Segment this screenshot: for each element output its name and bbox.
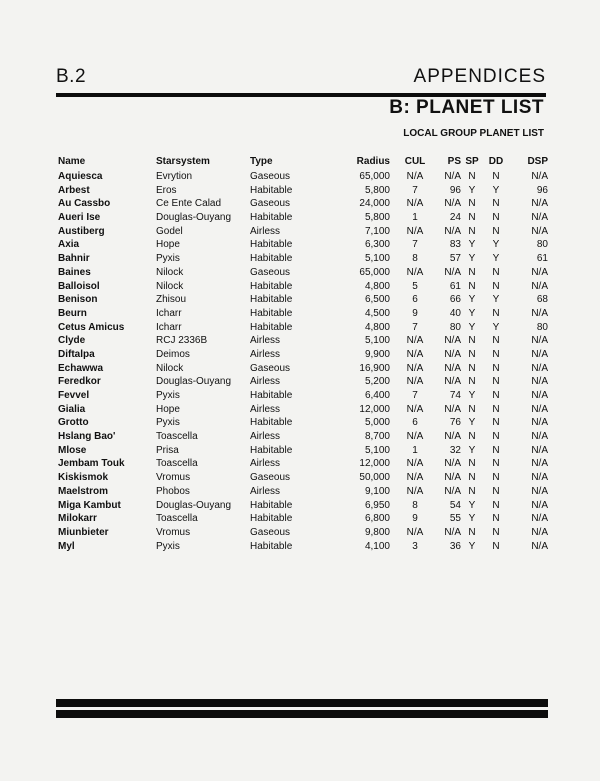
cell-radius: 16,900 xyxy=(359,362,390,374)
cell-type: Habitable xyxy=(250,307,293,319)
cell-starsystem: Vromus xyxy=(156,526,191,538)
cell-ps: 83 xyxy=(449,239,461,251)
cell-ps: N/A xyxy=(444,171,461,182)
table-row xyxy=(58,184,548,198)
cell-cul: 7 xyxy=(412,184,418,196)
table-row xyxy=(58,334,548,348)
cell-ps: 32 xyxy=(449,444,461,456)
cell-dsp: N/A xyxy=(531,212,548,224)
cell-sp: Y xyxy=(468,417,476,429)
cell-dsp: 80 xyxy=(536,321,548,333)
cell-radius: 9,900 xyxy=(364,348,390,360)
cell-type: Gaseous xyxy=(250,472,291,484)
cell-starsystem: Deimos xyxy=(156,348,190,360)
cell-ps: 74 xyxy=(449,390,461,401)
cell-ps: 96 xyxy=(449,184,461,196)
cell-dd: N xyxy=(492,171,500,182)
cell-cul: 8 xyxy=(412,499,418,511)
cell-name: Beurn xyxy=(58,307,87,319)
cell-cul: 7 xyxy=(412,390,418,401)
cell-type: Gaseous xyxy=(250,266,291,278)
cell-ps: N/A xyxy=(444,198,461,210)
cell-radius: 6,500 xyxy=(364,294,390,306)
table-body xyxy=(58,170,548,553)
cell-sp: Y xyxy=(468,253,476,265)
cell-type: Airless xyxy=(250,403,281,415)
table-row xyxy=(58,348,548,362)
footer-rule-upper xyxy=(56,699,548,707)
cell-dsp: 96 xyxy=(536,184,548,196)
cell-dd: N xyxy=(492,485,500,497)
cell-dsp: N/A xyxy=(531,362,548,374)
cell-ps: N/A xyxy=(444,431,461,443)
table-row xyxy=(58,238,548,252)
page-header xyxy=(56,66,546,96)
cell-cul: N/A xyxy=(406,526,424,538)
cell-sp: N xyxy=(468,472,476,484)
cell-ps: N/A xyxy=(444,526,461,538)
cell-dsp: N/A xyxy=(531,348,548,360)
cell-name: Balloisol xyxy=(58,280,100,292)
cell-cul: N/A xyxy=(406,348,424,360)
cell-dd: N xyxy=(492,348,500,360)
cell-starsystem: Vromus xyxy=(156,472,191,484)
cell-dd: N xyxy=(492,417,500,429)
column-header-radius: Radius xyxy=(356,156,390,167)
table-row xyxy=(58,416,548,430)
cell-ps: 54 xyxy=(449,499,461,511)
cell-starsystem: Pyxis xyxy=(156,417,180,429)
column-header-dsp: DSP xyxy=(527,156,548,167)
cell-radius: 4,100 xyxy=(364,540,390,552)
cell-name: Maelstrom xyxy=(58,485,109,497)
cell-dd: N xyxy=(492,513,500,525)
cell-dsp: N/A xyxy=(531,225,548,237)
cell-type: Habitable xyxy=(250,253,293,265)
cell-sp: Y xyxy=(468,444,476,456)
cell-dsp: N/A xyxy=(531,513,548,525)
cell-radius: 65,000 xyxy=(359,171,390,182)
cell-sp: N xyxy=(468,212,476,224)
table-row xyxy=(58,526,548,540)
cell-sp: Y xyxy=(468,239,476,251)
cell-radius: 5,100 xyxy=(364,253,390,265)
table-row xyxy=(58,252,548,266)
cell-dd: N xyxy=(492,225,500,237)
cell-cul: N/A xyxy=(406,431,424,443)
table-row xyxy=(58,457,548,471)
cell-dd: N xyxy=(492,458,500,470)
cell-radius: 65,000 xyxy=(359,266,390,278)
cell-dsp: 61 xyxy=(536,253,548,265)
column-header-sp: SP xyxy=(465,156,479,167)
cell-type: Gaseous xyxy=(250,198,291,210)
cell-cul: N/A xyxy=(406,403,424,415)
cell-dd: N xyxy=(492,472,500,484)
column-header-cul: CUL xyxy=(404,156,426,167)
cell-type: Habitable xyxy=(250,294,293,306)
cell-cul: 8 xyxy=(412,253,418,265)
cell-name: Miga Kambut xyxy=(58,499,121,511)
cell-radius: 12,000 xyxy=(359,403,390,415)
cell-name: Baines xyxy=(58,266,91,278)
cell-dd: N xyxy=(492,376,500,388)
cell-dsp: N/A xyxy=(531,472,548,484)
cell-dsp: N/A xyxy=(531,526,548,538)
cell-cul: N/A xyxy=(406,472,424,484)
cell-dd: N xyxy=(492,526,500,538)
cell-name: Arbest xyxy=(58,184,90,196)
cell-ps: 36 xyxy=(449,540,461,552)
section-title: APPENDICES xyxy=(413,66,546,87)
cell-dsp: N/A xyxy=(531,417,548,429)
cell-cul: N/A xyxy=(406,458,424,470)
cell-dd: N xyxy=(492,390,500,401)
cell-radius: 5,800 xyxy=(364,184,390,196)
cell-starsystem: Phobos xyxy=(156,485,190,497)
cell-ps: N/A xyxy=(444,362,461,374)
cell-dsp: 68 xyxy=(536,294,548,306)
table-row xyxy=(58,444,548,458)
cell-radius: 24,000 xyxy=(359,198,390,210)
table-row xyxy=(58,197,548,211)
cell-dd: N xyxy=(492,307,500,319)
cell-type: Habitable xyxy=(250,239,293,251)
cell-radius: 6,800 xyxy=(364,513,390,525)
cell-cul: N/A xyxy=(406,171,424,182)
cell-radius: 5,100 xyxy=(364,335,390,347)
cell-dd: Y xyxy=(492,294,500,306)
cell-dsp: 80 xyxy=(536,239,548,251)
cell-dsp: N/A xyxy=(531,307,548,319)
cell-ps: 55 xyxy=(449,513,461,525)
cell-sp: Y xyxy=(468,390,476,401)
cell-dd: N xyxy=(492,444,500,456)
cell-name: Clyde xyxy=(58,335,86,347)
cell-cul: 6 xyxy=(412,294,418,306)
cell-radius: 5,200 xyxy=(364,376,390,388)
cell-starsystem: Icharr xyxy=(156,321,182,333)
cell-sp: N xyxy=(468,198,476,210)
cell-starsystem: Ce Ente Calad xyxy=(156,198,222,210)
cell-radius: 5,000 xyxy=(364,417,390,429)
cell-name: Au Cassbo xyxy=(58,198,111,210)
cell-dd: N xyxy=(492,212,500,224)
cell-name: Diftalpa xyxy=(58,348,95,360)
cell-ps: 61 xyxy=(449,280,461,292)
cell-name: Milokarr xyxy=(58,513,97,525)
cell-name: Miunbieter xyxy=(58,526,109,538)
cell-radius: 5,800 xyxy=(364,212,390,224)
cell-starsystem: Pyxis xyxy=(156,390,180,401)
cell-ps: 40 xyxy=(449,307,461,319)
cell-type: Habitable xyxy=(250,321,293,333)
cell-starsystem: Zhisou xyxy=(156,294,187,306)
cell-starsystem: Hope xyxy=(156,239,180,251)
cell-type: Airless xyxy=(250,348,281,360)
cell-ps: N/A xyxy=(444,225,461,237)
cell-dd: N xyxy=(492,403,500,415)
cell-cul: N/A xyxy=(406,485,424,497)
cell-dd: Y xyxy=(492,253,500,265)
cell-starsystem: Toascella xyxy=(156,431,198,443)
cell-starsystem: Pyxis xyxy=(156,253,180,265)
cell-sp: N xyxy=(468,458,476,470)
cell-ps: N/A xyxy=(444,376,461,388)
cell-dd: N xyxy=(492,540,500,552)
cell-sp: N xyxy=(468,348,476,360)
cell-sp: N xyxy=(468,266,476,278)
cell-starsystem: Icharr xyxy=(156,307,182,319)
cell-name: Bahnir xyxy=(58,253,90,265)
table-row xyxy=(58,362,548,376)
cell-dsp: N/A xyxy=(531,499,548,511)
table-row xyxy=(58,307,548,321)
cell-sp: N xyxy=(468,526,476,538)
cell-sp: Y xyxy=(468,513,476,525)
table-row xyxy=(58,293,548,307)
cell-sp: Y xyxy=(468,294,476,306)
cell-starsystem: Douglas-Ouyang xyxy=(156,499,232,511)
cell-cul: 9 xyxy=(412,307,418,319)
cell-radius: 12,000 xyxy=(359,458,390,470)
cell-cul: 1 xyxy=(412,212,418,224)
cell-dd: N xyxy=(492,266,500,278)
cell-name: Gialia xyxy=(58,403,86,415)
cell-name: Feredkor xyxy=(58,376,101,388)
cell-starsystem: Pyxis xyxy=(156,540,180,552)
cell-dsp: N/A xyxy=(531,376,548,388)
cell-ps: 76 xyxy=(449,417,461,429)
cell-sp: N xyxy=(468,485,476,497)
cell-radius: 6,300 xyxy=(364,239,390,251)
cell-dd: N xyxy=(492,431,500,443)
cell-ps: N/A xyxy=(444,472,461,484)
table-header-row xyxy=(58,153,548,170)
cell-sp: N xyxy=(468,225,476,237)
table-row xyxy=(58,499,548,513)
footer-rule-lower xyxy=(56,710,548,718)
cell-type: Habitable xyxy=(250,212,293,224)
cell-ps: N/A xyxy=(444,403,461,415)
table-row xyxy=(58,389,548,403)
table-row xyxy=(58,375,548,389)
cell-sp: N xyxy=(468,376,476,388)
cell-cul: N/A xyxy=(406,225,424,237)
cell-radius: 5,100 xyxy=(364,444,390,456)
cell-name: Myl xyxy=(58,540,75,552)
cell-radius: 9,100 xyxy=(364,485,390,497)
table-row xyxy=(58,225,548,239)
cell-type: Airless xyxy=(250,485,281,497)
cell-sp: N xyxy=(468,335,476,347)
page-number: B.2 xyxy=(56,66,87,87)
table-row xyxy=(58,266,548,280)
cell-type: Habitable xyxy=(250,444,293,456)
cell-radius: 6,400 xyxy=(364,390,390,401)
cell-type: Airless xyxy=(250,376,281,388)
cell-radius: 8,700 xyxy=(364,431,390,443)
cell-cul: N/A xyxy=(406,362,424,374)
cell-dsp: N/A xyxy=(531,198,548,210)
cell-cul: 3 xyxy=(412,540,418,552)
cell-type: Habitable xyxy=(250,540,293,552)
cell-type: Habitable xyxy=(250,499,293,511)
column-header-dd: DD xyxy=(488,156,504,167)
cell-name: Jembam Touk xyxy=(58,458,125,470)
cell-type: Airless xyxy=(250,431,281,443)
cell-sp: Y xyxy=(468,184,476,196)
cell-ps: 57 xyxy=(449,253,461,265)
cell-dsp: N/A xyxy=(531,266,548,278)
cell-dd: N xyxy=(492,335,500,347)
cell-name: Benison xyxy=(58,294,98,306)
cell-starsystem: Nilock xyxy=(156,266,184,278)
cell-type: Habitable xyxy=(250,417,293,429)
cell-type: Airless xyxy=(250,458,281,470)
table-row xyxy=(58,403,548,417)
table-row xyxy=(58,512,548,526)
cell-name: Aueri Ise xyxy=(58,212,101,224)
cell-sp: N xyxy=(468,171,476,182)
cell-dd: Y xyxy=(492,321,500,333)
cell-name: Axia xyxy=(58,239,80,251)
column-header-name: Name xyxy=(58,156,86,167)
cell-ps: N/A xyxy=(444,458,461,470)
cell-starsystem: Eros xyxy=(156,184,177,196)
cell-cul: 7 xyxy=(412,321,418,333)
cell-radius: 4,500 xyxy=(364,307,390,319)
cell-starsystem: Toascella xyxy=(156,458,198,470)
cell-starsystem: Godel xyxy=(156,225,183,237)
cell-type: Airless xyxy=(250,335,281,347)
cell-name: Echawwa xyxy=(58,362,104,374)
cell-dd: N xyxy=(492,362,500,374)
cell-sp: Y xyxy=(468,307,476,319)
cell-type: Gaseous xyxy=(250,362,291,374)
cell-cul: 1 xyxy=(412,444,418,456)
cell-name: Cetus Amicus xyxy=(58,321,125,333)
cell-cul: N/A xyxy=(406,376,424,388)
cell-starsystem: RCJ 2336B xyxy=(156,335,208,347)
cell-name: Kiskismok xyxy=(58,472,109,484)
cell-cul: 9 xyxy=(412,513,418,525)
cell-type: Gaseous xyxy=(250,526,291,538)
cell-ps: 80 xyxy=(449,321,461,333)
cell-ps: N/A xyxy=(444,485,461,497)
cell-cul: N/A xyxy=(406,198,424,210)
cell-sp: Y xyxy=(468,540,476,552)
table-row xyxy=(58,471,548,485)
cell-name: Austiberg xyxy=(58,225,105,237)
cell-cul: 5 xyxy=(412,280,418,292)
cell-dsp: N/A xyxy=(531,171,548,182)
table-row xyxy=(58,485,548,499)
cell-dsp: N/A xyxy=(531,431,548,443)
cell-dd: Y xyxy=(492,239,500,251)
column-header-type: Type xyxy=(250,156,273,167)
cell-ps: N/A xyxy=(444,348,461,360)
cell-starsystem: Nilock xyxy=(156,280,184,292)
cell-name: Grotto xyxy=(58,417,89,429)
cell-ps: N/A xyxy=(444,335,461,347)
page-title: B: PLANET LIST xyxy=(389,97,544,118)
cell-sp: Y xyxy=(468,499,476,511)
cell-cul: 7 xyxy=(412,239,418,251)
cell-dsp: N/A xyxy=(531,458,548,470)
cell-type: Airless xyxy=(250,225,281,237)
cell-radius: 7,100 xyxy=(364,225,390,237)
cell-dd: Y xyxy=(492,184,500,196)
cell-starsystem: Douglas-Ouyang xyxy=(156,212,232,224)
cell-type: Habitable xyxy=(250,513,293,525)
cell-name: Fevvel xyxy=(58,390,90,401)
cell-starsystem: Prisa xyxy=(156,444,179,456)
cell-starsystem: Nilock xyxy=(156,362,184,374)
cell-radius: 50,000 xyxy=(359,472,390,484)
cell-dd: N xyxy=(492,198,500,210)
cell-type: Gaseous xyxy=(250,171,291,182)
table-row xyxy=(58,540,548,554)
cell-sp: N xyxy=(468,362,476,374)
cell-sp: N xyxy=(468,280,476,292)
cell-starsystem: Toascella xyxy=(156,513,198,525)
cell-sp: N xyxy=(468,431,476,443)
cell-ps: 24 xyxy=(449,212,461,224)
column-header-ps: PS xyxy=(447,156,461,167)
cell-radius: 9,800 xyxy=(364,526,390,538)
column-header-starsystem: Starsystem xyxy=(156,156,210,167)
cell-radius: 4,800 xyxy=(364,280,390,292)
cell-cul: 6 xyxy=(412,417,418,429)
cell-ps: 66 xyxy=(449,294,461,306)
cell-ps: N/A xyxy=(444,266,461,278)
cell-dsp: N/A xyxy=(531,485,548,497)
cell-dd: N xyxy=(492,280,500,292)
cell-dsp: N/A xyxy=(531,403,548,415)
cell-starsystem: Evrytion xyxy=(156,171,193,182)
cell-starsystem: Hope xyxy=(156,403,180,415)
cell-type: Habitable xyxy=(250,184,293,196)
table-row xyxy=(58,211,548,225)
cell-type: Habitable xyxy=(250,390,293,401)
table-row xyxy=(58,280,548,294)
cell-sp: Y xyxy=(468,321,476,333)
cell-cul: N/A xyxy=(406,335,424,347)
cell-radius: 4,800 xyxy=(364,321,390,333)
cell-name: Hslang Bao' xyxy=(58,431,116,443)
cell-dsp: N/A xyxy=(531,444,548,456)
planet-table xyxy=(58,153,548,553)
cell-cul: N/A xyxy=(406,266,424,278)
cell-dsp: N/A xyxy=(531,540,548,552)
cell-starsystem: Douglas-Ouyang xyxy=(156,376,232,388)
cell-dsp: N/A xyxy=(531,335,548,347)
page-subtitle: LOCAL GROUP PLANET LIST xyxy=(403,128,544,139)
cell-type: Habitable xyxy=(250,280,293,292)
cell-name: Aquiesca xyxy=(58,171,103,182)
cell-radius: 6,950 xyxy=(364,499,390,511)
table-row xyxy=(58,170,548,184)
cell-dsp: N/A xyxy=(531,390,548,401)
cell-name: Mlose xyxy=(58,444,87,456)
cell-dd: N xyxy=(492,499,500,511)
table-row xyxy=(58,321,548,335)
cell-dsp: N/A xyxy=(531,280,548,292)
cell-sp: N xyxy=(468,403,476,415)
table-row xyxy=(58,430,548,444)
